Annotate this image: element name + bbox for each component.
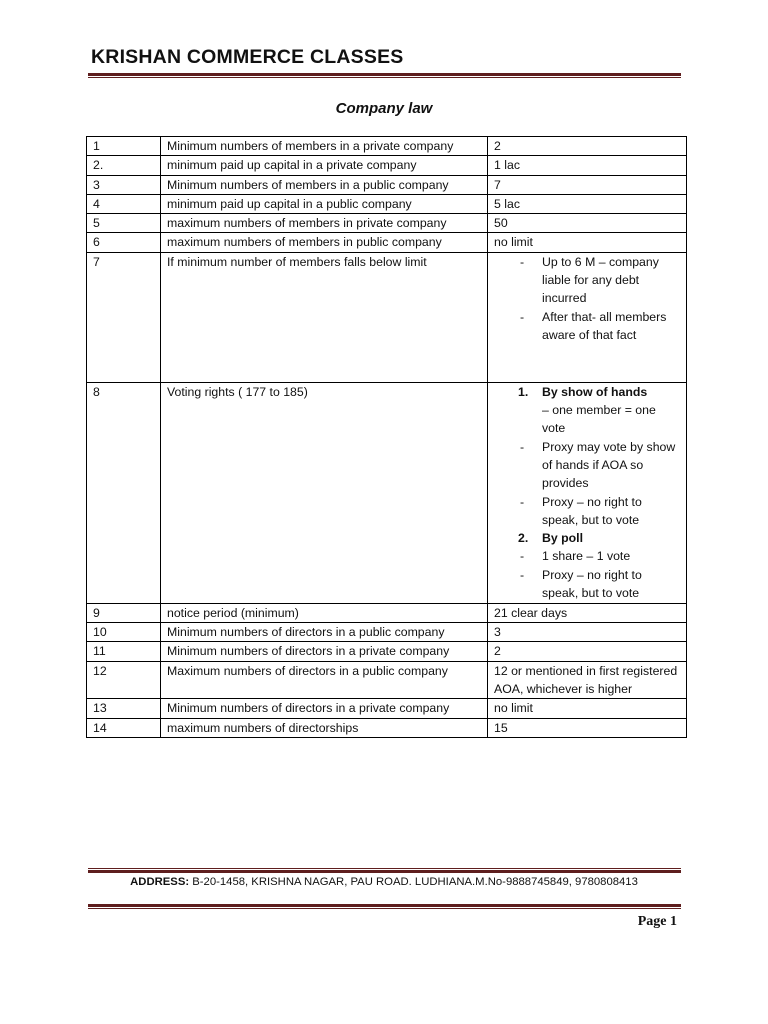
row-value: 12 or mentioned in first registered AOA, whichever is higher: [488, 661, 687, 699]
row-number: 7: [87, 252, 161, 382]
list-item: - After that- all members aware of that fact: [520, 308, 680, 345]
table-row: [87, 718, 687, 737]
footer-address: [0, 876, 768, 888]
row-value: 15: [488, 718, 687, 737]
row-number: 1: [87, 137, 161, 156]
table-row: [87, 382, 687, 603]
row-item: Minimum numbers of directors in a private company: [161, 699, 488, 718]
row-value: 2: [488, 137, 687, 156]
table-row: [87, 642, 687, 661]
row-value: no limit: [488, 233, 687, 252]
list-number: 1.: [518, 384, 529, 399]
list-heading-text: By poll: [542, 531, 583, 546]
row-number: 2.: [87, 156, 161, 175]
header-title: KRISHAN COMMERCE CLASSES: [91, 46, 404, 68]
list-item: - Proxy – no right to speak, but to vote: [520, 566, 680, 603]
list-item: - Up to 6 M – company liable for any debt incurred: [520, 253, 680, 308]
page-number: Page 1: [637, 914, 677, 929]
row-item: If minimum number of members falls below limit: [161, 252, 488, 382]
list-item: - Proxy – no right to speak, but to vote: [520, 493, 680, 530]
row-number: 4: [87, 194, 161, 213]
row-item: maximum numbers of members in private company: [161, 214, 488, 233]
table-row: [87, 623, 687, 642]
row-number: 9: [87, 603, 161, 622]
row-value: 1 lac: [488, 156, 687, 175]
row-item: maximum numbers of members in public company: [161, 233, 488, 252]
table-row: [87, 699, 687, 718]
footer-rule-bottom: [88, 904, 681, 909]
row-number: 10: [87, 623, 161, 642]
row-value: 50: [488, 214, 687, 233]
table-row: [87, 252, 687, 382]
list-heading: [520, 383, 680, 401]
address-label: ADDRESS:: [130, 876, 190, 888]
row-item: Minimum numbers of members in a public company: [161, 175, 488, 194]
row-value: no limit: [488, 699, 687, 718]
list-item: - 1 share – 1 vote: [520, 547, 680, 565]
row-item: minimum paid up capital in a public company: [161, 194, 488, 213]
list-subline: – one member = one vote: [542, 403, 656, 436]
row-number: 6: [87, 233, 161, 252]
company-law-table: [86, 136, 687, 738]
row-value: 3: [488, 623, 687, 642]
row-value: [488, 252, 687, 382]
list-heading: [520, 529, 680, 547]
row-value: 5 lac: [488, 194, 687, 213]
row-number: 14: [87, 718, 161, 737]
row-number: 11: [87, 642, 161, 661]
row-value: 7: [488, 175, 687, 194]
table-row: [87, 603, 687, 622]
row-item: maximum numbers of directorships: [161, 718, 488, 737]
row-item: notice period (minimum): [161, 603, 488, 622]
document-title: Company law: [335, 100, 433, 117]
table-row: [87, 156, 687, 175]
row-item: minimum paid up capital in a private company: [161, 156, 488, 175]
row-number: 5: [87, 214, 161, 233]
row-item: Voting rights ( 177 to 185): [161, 382, 488, 603]
list-item: - Proxy may vote by show of hands if AOA so provides: [520, 438, 680, 493]
table-row: [87, 175, 687, 194]
header-rule: [88, 73, 681, 78]
table-row: [87, 194, 687, 213]
row-item: Minimum numbers of directors in a public company: [161, 623, 488, 642]
row-value: [488, 382, 687, 603]
row-item: Maximum numbers of directors in a public company: [161, 661, 488, 699]
row-item: Minimum numbers of directors in a private company: [161, 642, 488, 661]
list-number: 2.: [518, 531, 529, 546]
footer-rule-top: [88, 868, 681, 873]
row-value: 21 clear days: [488, 603, 687, 622]
address-text: B-20-1458, KRISHNA NAGAR, PAU ROAD. LUDHIANA.M.No-9888745849, 9780808413: [189, 876, 638, 888]
row-number: 13: [87, 699, 161, 718]
row-number: 12: [87, 661, 161, 699]
table-row: [87, 661, 687, 699]
table-row: [87, 233, 687, 252]
row-item: Minimum numbers of members in a private company: [161, 137, 488, 156]
row-value: 2: [488, 642, 687, 661]
table-row: [87, 214, 687, 233]
list-heading-text: By show of hands: [542, 384, 648, 399]
row-number: 3: [87, 175, 161, 194]
table-row: [87, 137, 687, 156]
row-number: 8: [87, 382, 161, 603]
